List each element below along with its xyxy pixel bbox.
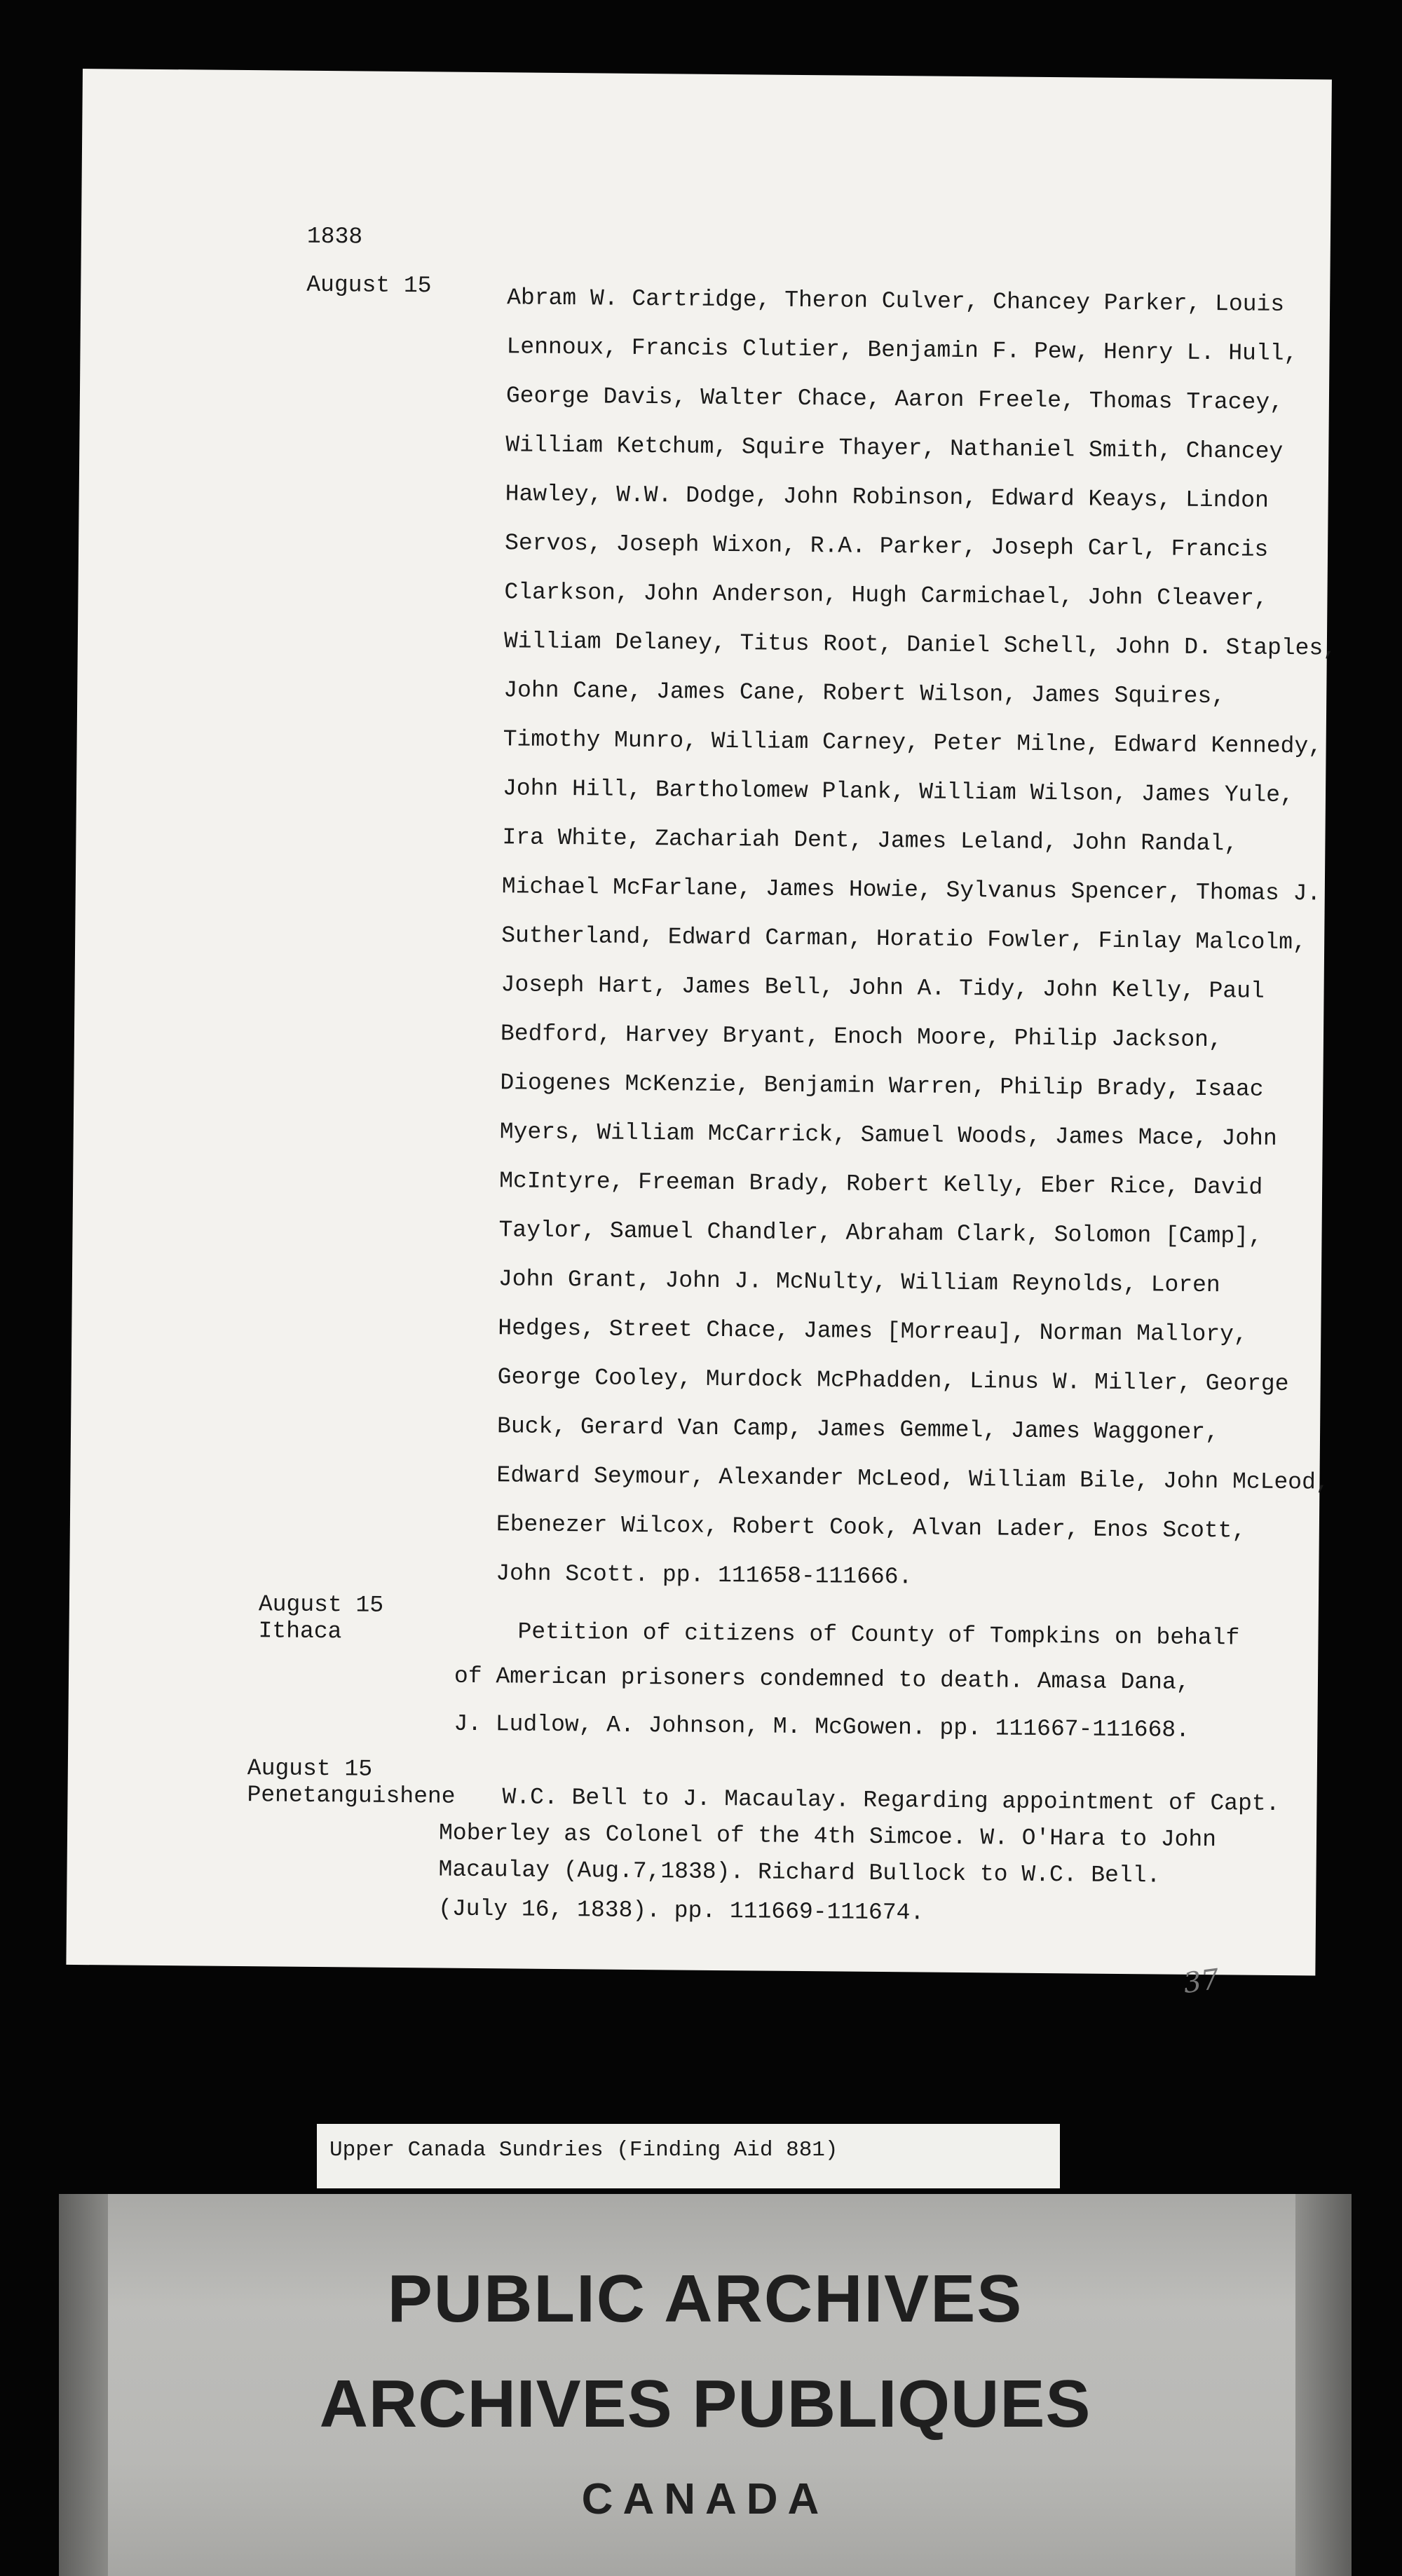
stamp-line-archives-publiques: ARCHIVES PUBLIQUES <box>319 2366 1091 2441</box>
text-line: Clarkson, John Anderson, Hugh Carmichael, John Cleaver, <box>504 579 1268 612</box>
third-entry-place: Penetanguishene <box>247 1782 456 1810</box>
text-line: Taylor, Samuel Chandler, Abraham Clark, Solomon [Camp], <box>498 1217 1263 1250</box>
text-line: Lennoux, Francis Clutier, Benjamin F. Pew, Henry L. Hull, <box>506 334 1298 367</box>
text-line: McIntyre, Freeman Brady, Robert Kelly, Eber Rice, David <box>499 1168 1263 1201</box>
text-line: George Davis, Walter Chace, Aaron Freele, Thomas Tracey, <box>505 383 1284 416</box>
text-line: Hedges, Street Chace, James [Morreau], Norman Mallory, <box>498 1315 1248 1348</box>
third-entry-label <box>247 1755 456 1811</box>
text-line: Myers, William McCarrick, Samuel Woods, James Mace, John <box>499 1119 1277 1152</box>
stamp-line-canada: CANADA <box>581 2475 829 2523</box>
first-entry-date: August 15 <box>306 271 432 299</box>
text-line: Abram W. Cartridge, Theron Culver, Chancey Parker, Louis <box>507 285 1285 318</box>
text-line: Diogenes McKenzie, Benjamin Warren, Philip Brady, Isaac <box>500 1070 1264 1103</box>
text-line: Ebenezer Wilcox, Robert Cook, Alvan Lader, Enos Scott, <box>496 1511 1246 1544</box>
text-line: Buck, Gerard Van Camp, James Gemmel, James Waggoner, <box>496 1413 1220 1446</box>
year-heading: 1838 <box>306 223 363 250</box>
text-line: Michael McFarlane, James Howie, Sylvanus Spencer, Thomas J. <box>501 873 1321 907</box>
finding-aid-text: Upper Canada Sundries (Finding Aid 881) <box>329 2138 838 2162</box>
text-line: John Hill, Bartholomew Plank, William Wilson, James Yule, <box>502 775 1294 809</box>
text-line: Moberley as Colonel of the 4th Simcoe. W. O'Hara to John <box>438 1820 1217 1853</box>
text-line: Joseph Hart, James Bell, John A. Tidy, John Kelly, Paul <box>501 972 1265 1004</box>
text-line: Macaulay (Aug.7,1838). Richard Bullock to W.C. Bell. <box>438 1856 1161 1889</box>
text-line: Bedford, Harvey Bryant, Enoch Moore, Philip Jackson, <box>500 1021 1223 1054</box>
text-line: Servos, Joseph Wixon, R.A. Parker, Joseph Carl, Francis <box>504 530 1269 563</box>
third-entry-date: August 15 <box>247 1755 373 1783</box>
stamp-line-public-archives: PUBLIC ARCHIVES <box>387 2261 1023 2336</box>
text-line: Sutherland, Edward Carman, Horatio Fowler, Finlay Malcolm, <box>501 922 1307 956</box>
text-line: Hawley, W.W. Dodge, John Robinson, Edward Keays, Lindon <box>505 481 1270 514</box>
finding-aid-label <box>317 2124 1060 2188</box>
text-line: J. Ludlow, A. Johnson, M. McGowen. pp. 111667-111668. <box>454 1710 1190 1743</box>
second-entry-date: August 15 <box>258 1591 384 1618</box>
text-line: George Cooley, Murdock McPhadden, Linus W. Miller, George <box>497 1364 1289 1398</box>
text-line: Timothy Munro, William Carney, Peter Milne, Edward Kennedy, <box>503 726 1323 760</box>
first-entry-names <box>496 273 1338 1605</box>
text-line: (July 16, 1838). pp. 111669-111674. <box>437 1895 925 1926</box>
text-line: Petition of citizens of County of Tompkins on behalf <box>517 1618 1240 1651</box>
text-line: Ira White, Zachariah Dent, James Leland, John Randal, <box>502 824 1239 857</box>
text-line: of American prisoners condemned to death. Amasa Dana, <box>454 1663 1190 1696</box>
text-line: William Delaney, Titus Root, Daniel Schell, John D. Staples, <box>503 628 1338 662</box>
text-line: John Grant, John J. McNulty, William Reynolds, Loren <box>498 1266 1220 1299</box>
second-entry-label <box>258 1591 383 1646</box>
text-line: Edward Seymour, Alexander McLeod, William Bile, John McLeod, <box>496 1462 1330 1496</box>
text-line: John Cane, James Cane, Robert Wilson, James Squires, <box>503 677 1226 710</box>
second-entry-place: Ithaca <box>258 1618 342 1645</box>
page-number: 37 <box>1181 1963 1221 2001</box>
archive-stamp <box>59 2194 1352 2576</box>
text-line: John Scott. pp. 111658-111666. <box>496 1560 913 1590</box>
text-line: W.C. Bell to J. Macaulay. Regarding appointment of Capt. <box>502 1784 1280 1817</box>
text-line: William Ketchum, Squire Thayer, Nathaniel Smith, Chancey <box>505 432 1284 465</box>
document-sheet <box>66 69 1338 2001</box>
